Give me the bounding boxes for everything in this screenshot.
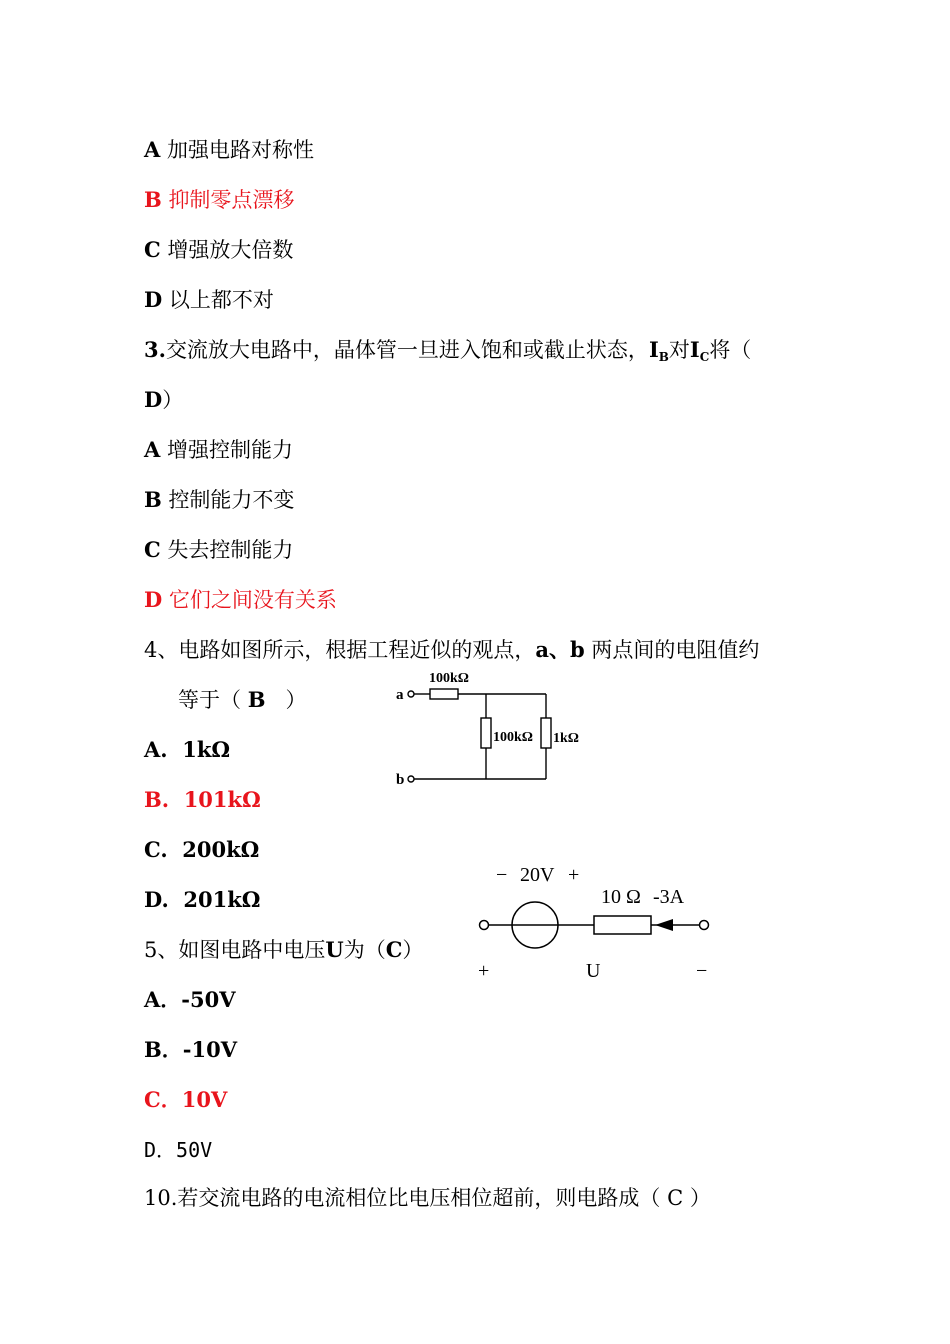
option-letter: C xyxy=(144,237,161,262)
option-letter: B xyxy=(144,487,162,512)
symbol-ic: I xyxy=(689,337,700,362)
option-text: -50V xyxy=(181,987,236,1012)
option-b xyxy=(144,1036,237,1064)
option-letter: C xyxy=(144,537,161,562)
option-a xyxy=(144,136,314,164)
option-text: 1kΩ xyxy=(182,737,231,762)
subscript-c: C xyxy=(699,350,710,364)
option-text: 50V xyxy=(176,1138,213,1162)
option-b-correct xyxy=(144,186,294,214)
option-text: 增强控制能力 xyxy=(166,438,293,462)
option-c xyxy=(144,836,259,864)
option-d xyxy=(144,886,261,914)
question-text: 交流放大电路中，晶体管一旦进入饱和或截止状态， xyxy=(165,338,649,362)
option-text: 失去控制能力 xyxy=(167,538,294,562)
option-text: 10V xyxy=(181,1087,228,1112)
u-plus-label: + xyxy=(478,960,490,982)
resistor-label: 10 Ω xyxy=(601,886,641,908)
node-a-label: a xyxy=(396,687,404,703)
option-a xyxy=(144,436,293,464)
option-letter: B． xyxy=(144,1037,183,1062)
answer-letter: C xyxy=(385,937,403,962)
option-text: 加强电路对称性 xyxy=(166,138,314,162)
question-3-answer xyxy=(144,386,183,414)
option-letter: A. xyxy=(144,737,168,762)
option-text: 101kΩ xyxy=(183,787,261,812)
option-d xyxy=(144,1136,212,1164)
option-text: 201kΩ xyxy=(183,887,261,912)
option-d-correct xyxy=(144,586,337,614)
option-c xyxy=(144,536,293,564)
u-minus-label: − xyxy=(696,960,708,982)
option-letter: A xyxy=(144,437,161,462)
answer-letter: C xyxy=(667,1186,684,1210)
option-letter: A． xyxy=(144,987,182,1012)
question-text: 将（ xyxy=(709,338,752,362)
option-text: -10V xyxy=(182,1037,237,1062)
option-letter: C． xyxy=(144,1087,182,1112)
question-number: 4、 xyxy=(144,638,179,662)
symbol-ib: I xyxy=(648,337,659,362)
option-d xyxy=(144,286,274,314)
terminal-b xyxy=(408,776,414,782)
option-a xyxy=(144,986,236,1014)
resistor-r3 xyxy=(541,718,551,748)
option-letter: B xyxy=(144,187,162,212)
q4-circuit-figure xyxy=(390,664,590,794)
close-paren: ） xyxy=(402,938,424,962)
q5-circuit-figure xyxy=(468,855,728,990)
option-c-correct xyxy=(144,1086,227,1114)
answer-letter: B xyxy=(247,687,266,712)
question-text: 如图电路中电压 xyxy=(178,938,326,962)
option-text: 抑制零点漂移 xyxy=(168,188,295,212)
r3-label: 1kΩ xyxy=(553,731,579,746)
symbol-u: U xyxy=(325,937,344,962)
subscript-b: B xyxy=(658,350,669,364)
question-5 xyxy=(144,936,423,964)
question-4-cont xyxy=(178,686,306,714)
u-label: U xyxy=(586,960,601,982)
answer-letter: D xyxy=(144,387,163,412)
question-text: 两点间的电阻值约 xyxy=(591,638,760,662)
node-labels: a、b xyxy=(535,637,585,662)
option-b-correct xyxy=(144,786,261,814)
close-paren: ） xyxy=(285,688,307,712)
terminal-right xyxy=(700,921,709,930)
option-letter: D． xyxy=(144,1138,177,1162)
question-text: 若交流电路的电流相位比电压相位超前，则电路成（ xyxy=(177,1186,661,1210)
option-letter: C. xyxy=(144,837,168,862)
close-paren: ） xyxy=(689,1186,711,1210)
resistor-r2 xyxy=(481,718,491,748)
option-letter: A xyxy=(144,137,161,162)
option-text: 200kΩ xyxy=(182,837,260,862)
question-3 xyxy=(144,336,751,371)
option-text: 控制能力不变 xyxy=(168,488,295,512)
question-text: 电路如图所示，根据工程近似的观点， xyxy=(178,638,536,662)
option-letter: B. xyxy=(144,787,170,812)
node-b-label: b xyxy=(396,772,405,788)
resistor-r1 xyxy=(430,689,458,699)
source-minus-label: − xyxy=(496,864,508,886)
option-letter: D. xyxy=(144,887,169,912)
option-letter: D xyxy=(144,287,163,312)
option-letter: D xyxy=(144,587,163,612)
question-10 xyxy=(144,1184,711,1212)
source-plus-label: + xyxy=(568,864,580,886)
option-c xyxy=(144,236,293,264)
terminal-a xyxy=(408,691,414,697)
resistor-10ohm xyxy=(594,916,651,934)
option-text: 以上都不对 xyxy=(168,288,274,312)
question-number: 5、 xyxy=(144,938,179,962)
r1-label: 100kΩ xyxy=(429,671,469,686)
option-a xyxy=(144,736,230,764)
current-arrow-icon xyxy=(655,919,673,931)
terminal-left xyxy=(480,921,489,930)
option-text: 它们之间没有关系 xyxy=(168,588,337,612)
question-text: 为（ xyxy=(343,938,386,962)
current-label: -3A xyxy=(653,886,685,908)
option-b xyxy=(144,486,294,514)
close-paren: ） xyxy=(162,388,184,412)
option-text: 增强放大倍数 xyxy=(167,238,294,262)
r2-label: 100kΩ xyxy=(493,730,533,745)
question-number: 10. xyxy=(144,1186,178,1210)
question-text: 等于（ xyxy=(178,688,241,712)
question-number: 3. xyxy=(144,337,166,362)
source-value-label: 20V xyxy=(520,864,555,886)
question-text: 对 xyxy=(668,338,690,362)
question-4 xyxy=(144,636,759,664)
